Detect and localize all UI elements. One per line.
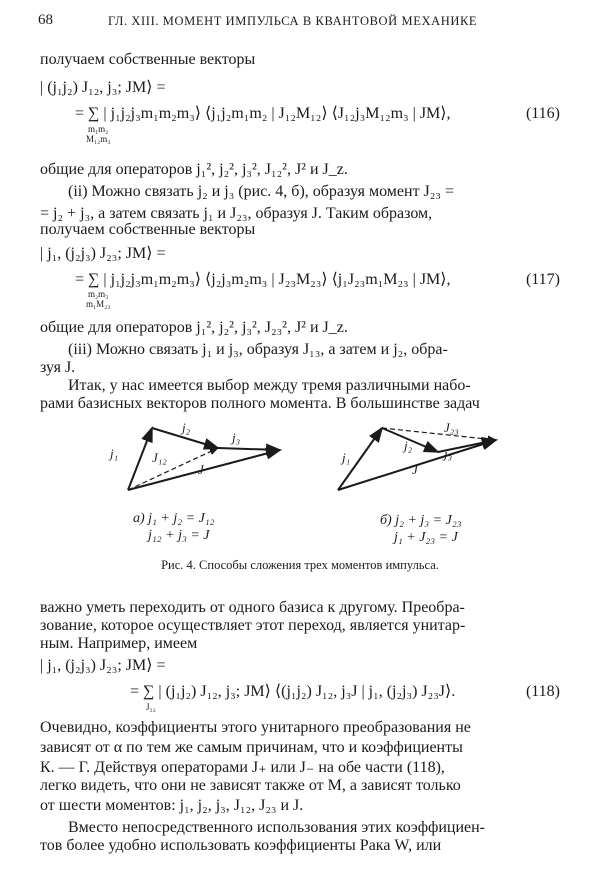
equation-number: (116) bbox=[525, 105, 560, 122]
text-line: общие для операторов j₁², j₂², j₃², J₁₂², J² и J_z. bbox=[40, 161, 348, 178]
equation-116-rhs: = ∑ | j₁j₂j₃m₁m₂m₃⟩ ⟨j₁j₂m₁m₂ | J₁₂M₁₂⟩ ⟨J₁₂j₃M₁₂m₃ | JM⟩, bbox=[75, 105, 451, 122]
text-line: зависят от α по тем же самым причинам, что и коэффициенты bbox=[40, 739, 463, 756]
vector-diagram-b bbox=[330, 412, 530, 512]
text-line: (ii) Можно связать j₂ и j₃ (рис. 4, б), образуя момент J₂₃ = bbox=[68, 183, 454, 200]
text-line: (iii) Можно связать j₁ и j₃, образуя J₁₃, а затем и j₂, обра- bbox=[68, 341, 448, 358]
equation-117-rhs: = ∑ | j₁j₂j₃m₁m₂m₃⟩ ⟨j₂j₃m₂m₃ | J₂₃M₂₃⟩ ⟨j₁J₂₃m₁M₂₃ | JM⟩, bbox=[75, 271, 451, 288]
label-j3: j₃ bbox=[232, 430, 241, 445]
label-j1: j₁ bbox=[342, 450, 351, 465]
vector-diagram-a bbox=[100, 410, 300, 510]
vector-J23 bbox=[382, 428, 496, 440]
label-j3: j₃ bbox=[444, 446, 453, 461]
equation-117-lhs: | j₁, (j₂j₃) J₂₃; JM⟩ = bbox=[40, 245, 166, 262]
text-line: ным. Например, имеем bbox=[40, 635, 198, 652]
figure-b-equation: j₁ + J₂₃ = J bbox=[394, 530, 458, 545]
equation-118-sum-index: J₁₂ bbox=[146, 702, 156, 712]
text-line: общие для операторов j₁², j₂², j₃², J₂₃², J² и J_z. bbox=[40, 319, 348, 336]
label-J12: J₁₂ bbox=[152, 450, 167, 465]
equation-116-sum-index: m₁m₂ bbox=[88, 124, 109, 134]
text-line: от шести моментов: j₁, j₂, j₃, J₁₂, J₂₃ и J. bbox=[40, 797, 304, 814]
running-title: ГЛ. XIII. МОМЕНТ ИМПУЛЬСА В КВАНТОВОЙ МЕХАНИКЕ bbox=[108, 14, 478, 28]
figure-caption: Рис. 4. Способы сложения трех моментов импульса. bbox=[161, 558, 439, 572]
vector-j3 bbox=[218, 448, 280, 450]
text-line: тов более удобно использовать коэффициенты Рака W, или bbox=[40, 837, 442, 854]
label-J23: J₂₃ bbox=[444, 420, 459, 435]
text-line: зование, которое осуществляет этот переход, является унитар- bbox=[40, 617, 466, 634]
label-j2: j₂ bbox=[404, 438, 413, 453]
equation-118-rhs: = ∑ | (j₁j₂) J₁₂, j₃; JM⟩ ⟨(j₁j₂) J₁₂, j₃J | j₁, (j₂j₃) J₂₃J⟩. bbox=[130, 683, 456, 700]
text-line: Очевидно, коэффициенты этого унитарного преобразования не bbox=[40, 719, 471, 736]
figure-b-equation: б) j₂ + j₃ = J₂₃ bbox=[380, 513, 462, 528]
figure-a-equation: j₁₂ + j₃ = J bbox=[148, 528, 210, 543]
text-line: зуя J. bbox=[40, 359, 76, 376]
equation-118-lhs: | j₁, (j₂j₃) J₂₃; JM⟩ = bbox=[40, 657, 166, 674]
text-line: К. — Г. Действуя операторами J₊ или J₋ на обе части (118), bbox=[40, 759, 445, 776]
figure-a-equation: а) j₁ + j₂ = J₁₂ bbox=[133, 511, 215, 526]
label-j2: j₂ bbox=[182, 420, 191, 435]
text-line: рами базисных векторов полного момента. В большинстве задач bbox=[40, 395, 480, 412]
label-J: J bbox=[198, 462, 204, 477]
text-line: легко видеть, что они не зависят также от M, а зависят только bbox=[40, 777, 461, 794]
text-line: = j₂ + j₃, а затем связать j₁ и J₂₃, образуя J. Таким образом, bbox=[40, 205, 433, 222]
label-J: J bbox=[412, 462, 418, 477]
equation-117-sum-index: m₂m₃ bbox=[88, 289, 109, 299]
equation-117-sum-index: m₁M₂₃ bbox=[86, 299, 111, 309]
page-header bbox=[38, 10, 560, 32]
text-line: получаем собственные векторы bbox=[40, 221, 256, 238]
equation-116-lhs: | (j₁j₂) J₁₂, j₃; JM⟩ = bbox=[40, 79, 166, 96]
text-line: Вместо непосредственного использования этих коэффициен- bbox=[68, 819, 486, 836]
text-line: Итак, у нас имеется выбор между тремя различными набо- bbox=[68, 377, 471, 394]
label-j1: j₁ bbox=[110, 446, 119, 461]
page-number: 68 bbox=[38, 12, 53, 28]
text-line: важно уметь переходить от одного базиса к другому. Преобра- bbox=[40, 599, 465, 616]
equation-number: (117) bbox=[525, 271, 560, 288]
vector-j1 bbox=[128, 428, 152, 490]
text-line: получаем собственные векторы bbox=[40, 51, 256, 68]
vector-J bbox=[128, 450, 280, 490]
equation-116-sum-index: M₁₂m₃ bbox=[86, 134, 111, 144]
equation-number: (118) bbox=[525, 683, 560, 700]
